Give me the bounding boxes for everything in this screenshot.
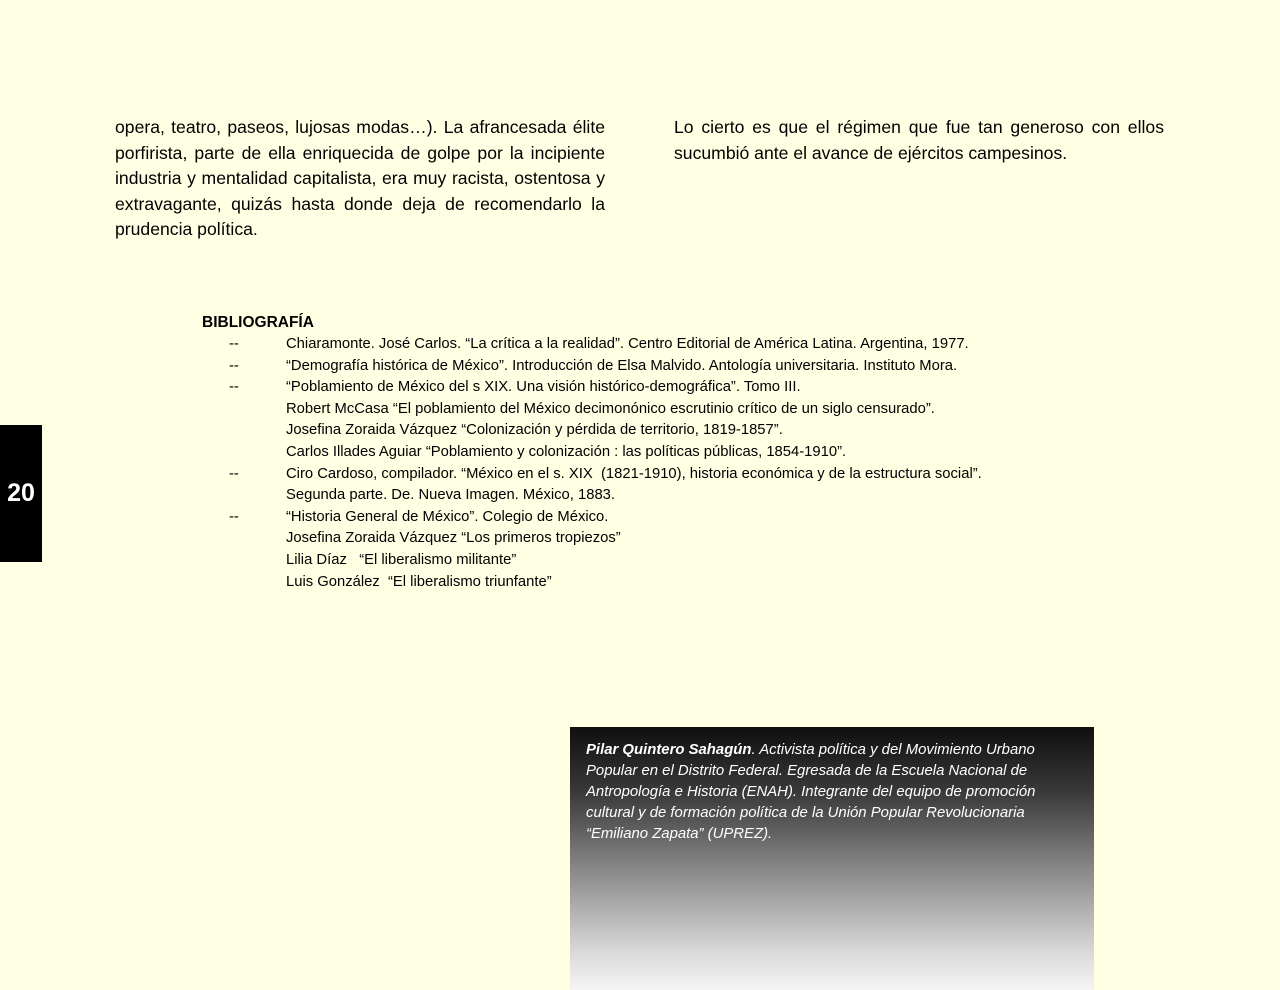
- bibliography-line-text: Luis González “El liberalismo triunfante”: [286, 573, 552, 590]
- body-text-right-column: Lo cierto es que el régimen que fue tan generoso con ellos sucumbió ante el avance de ejércitos campesinos.: [674, 117, 1164, 163]
- bibliography-line-text: “Demografía histórica de México”. Introducción de Elsa Malvido. Antología universitaria. Instituto Mora.: [286, 357, 958, 374]
- bibliography-entry: [202, 464, 1202, 507]
- bibliography-line: [202, 356, 1202, 378]
- bibliography-dash: --: [229, 379, 239, 396]
- bibliography-line: [202, 550, 1202, 572]
- bibliography-line-text: “Historia General de México”. Colegio de México.: [286, 508, 609, 525]
- body-text-left-column: opera, teatro, paseos, lujosas modas…). La afrancesada élite porfirista, parte de ella enriquecida de golpe por la incipiente industria y mentalidad capitalista, era muy racista, ostentosa y extravagante, quizás hasta donde deja de recomendarlo la prudencia política.: [115, 117, 605, 240]
- bibliography-entry: [202, 334, 1202, 356]
- bibliography-line: [202, 528, 1202, 550]
- bibliography-line: [202, 399, 1202, 421]
- bibliography-line-text: Ciro Cardoso, compilador. “México en el s. XIX (1821-1910), historia económica y de la estructura social”.: [286, 465, 982, 482]
- bibliography-line: [202, 442, 1202, 464]
- bibliography-line: [202, 464, 1202, 486]
- bibliography-line-text: Chiaramonte. José Carlos. “La crítica a la realidad”. Centro Editorial de América Latina. Argentina, 1977.: [286, 336, 969, 352]
- bibliography-list: [202, 334, 1202, 593]
- author-bio-box: [570, 727, 1094, 990]
- bibliography-entry: [202, 507, 1202, 593]
- bibliography-section: [202, 312, 1202, 593]
- bibliography-line-text: Robert McCasa “El poblamiento del México decimonónico escrutinio crítico de un siglo censurado”.: [286, 400, 935, 417]
- bibliography-line-text: Josefina Zoraida Vázquez “Colonización y pérdida de territorio, 1819-1857”.: [286, 422, 783, 439]
- bibliography-title: BIBLIOGRAFÍA: [202, 314, 314, 331]
- bibliography-line-text: “Poblamiento de México del s XIX. Una visión histórico-demográfica”. Tomo III.: [286, 379, 801, 396]
- page-number: 20: [7, 479, 35, 507]
- bibliography-line: [202, 377, 1202, 399]
- author-bio: [586, 740, 1078, 845]
- bibliography-dash: --: [229, 508, 239, 525]
- bibliography-dash: --: [229, 465, 239, 482]
- bibliography-dash: --: [229, 357, 239, 374]
- author-name: Pilar Quintero Sahagún: [586, 742, 752, 758]
- bibliography-line: [202, 507, 1202, 529]
- bibliography-line-text: Lilia Díaz “El liberalismo militante”: [286, 551, 517, 568]
- bibliography-line: [202, 485, 1202, 507]
- bibliography-line-text: Josefina Zoraida Vázquez “Los primeros tropiezos”: [286, 530, 621, 547]
- author-bio-text: . Activista política y del Movimiento Urbano Popular en el Distrito Federal. Egresada de la Escuela Nacional de Antropología e Historia (ENAH). Integrante del equipo de promoción cultural y de formación política de la Unión Popular Revolucionaria “Emiliano Zapata” (UPREZ).: [586, 742, 1036, 842]
- bibliography-entry: [202, 377, 1202, 463]
- bibliography-line: [202, 420, 1202, 442]
- bibliography-line: [202, 334, 1202, 356]
- bibliography-line-text: Segunda parte. De. Nueva Imagen. México, 1883.: [286, 487, 616, 504]
- bibliography-entry: [202, 356, 1202, 378]
- bibliography-dash: --: [229, 336, 239, 352]
- page-number-tab: [0, 425, 42, 562]
- bibliography-line: [202, 572, 1202, 594]
- bibliography-line-text: Carlos Illades Aguiar “Poblamiento y colonización : las políticas públicas, 1854-1910”.: [286, 443, 847, 460]
